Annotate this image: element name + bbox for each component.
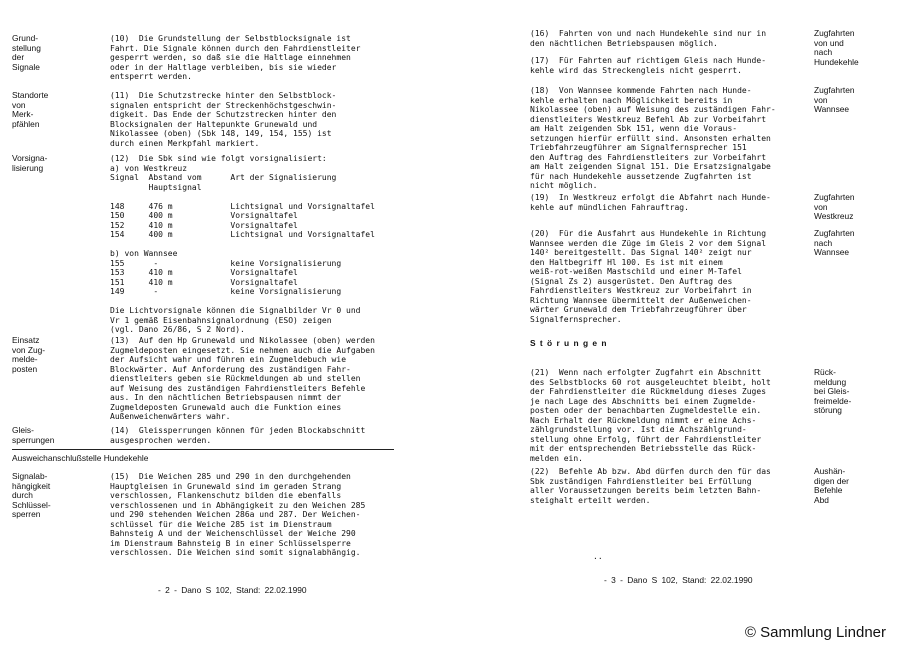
margin-title-hundekehle: Zugfahrten von und nach Hundekehle [814,28,859,67]
margin-title-von-wannsee: Zugfahrten von Wannsee [814,85,855,115]
margin-title-rueckmeldung: Rück- meldung bei Gleis- freimelde- störung [814,367,852,416]
paragraph-16: (16) Fahrten von und nach Hundekehle sind nur in den nächtlichen Betriebspausen möglich. [530,29,767,48]
margin-title-von-westkreuz: Zugfahrten von Westkreuz [814,192,855,222]
stray-mark: .. [593,552,603,561]
margin-title-nach-wannsee: Zugfahrten nach Wannsee [814,228,855,258]
paragraph-19: (19) In Westkreuz erfolgt die Abfahrt nach Hunde- kehle auf mündlichen Fahrauftrag. [530,193,771,212]
section-title-stoerungen: S t ö r u n g e n [530,338,608,348]
paragraph-20: (20) Für die Ausfahrt aus Hundekehle in Richtung Wannsee werden die Züge im Gleis 2 vor dem Signal 140² bereitgestellt. Das Signal 140² zeigt nur den Haltbegriff Hl 100. Es ist mit einem weiß-rot-weißen Mastschild und einer M-Tafel (Signal Zs 2) ausgerüstet. Den Auftrag des Fahrdienstleiters Westkreuz zur Vorbeifahrt in Richtung Wannsee übermittelt der Außenweichen- wärter Grunewald dem Triebfahrzeugführer über Signalfernsprecher. [530,229,767,324]
section-title-hundekehle: Ausweichanschlußstelle Hundekehle [12,453,149,463]
page-footer-2: - 2 - Dano S 102, Stand: 22.02.1990 [158,585,307,595]
margin-title-befehle-abd: Aushän- digen der Befehle Abd [814,466,849,505]
copyright-credit: © Sammlung Lindner [744,624,886,641]
paragraph-10: (10) Die Grundstellung der Selbstblocksignale ist Fahrt. Die Signale können durch den Fahrdienstleiter gesperrt werden, so daß sie die Haltlage einnehmen oder in der Haltlage verbleiben, bis sie wieder entsperrt werden. [110,34,361,81]
margin-title-grundstellung: Grund- stellung der Signale [12,33,41,72]
margin-title-vorsignalisierung: Vorsigna- lisierung [12,153,48,173]
paragraph-21: (21) Wenn nach erfolgter Zugfahrt ein Abschnitt des Selbstblocks 60 rot ausgeleuchtet bleibt, holt der Fahrdienstleiter die Rückmeldung dieses Zuges je nach Lage des Abschnitts bei einem Zugmelde- posten oder der benachbarten Zugmeldestelle ein. Nach Erhalt der Rückmeldung nimmt er eine Achs- zählgrundstellung vor. Ist die Achszählgrund- stellung ohne Erfolg, führt der Fahrdienstleiter mit der entsprechenden Betriebsstelle das Rück- melden ein. [530,368,771,463]
margin-title-gleissperrungen: Gleis- sperrungen [12,425,55,445]
paragraph-12: (12) Die Sbk sind wie folgt vorsignalisiert: a) von Westkreuz Signal Abstand vom Art der Signalisierung Hauptsignal 148 476 m Lichtsignal und Vorsignaltafel 150 400 m Vorsignaltafel 152 410 m Vorsignaltafel 154 400 m Lichtsignal und Vorsignaltafel b) von Wannsee 155 - keine Vorsignalisierung 153 410 m Vorsignaltafel 151 410 m Vorsignaltafel 149 - keine Vorsignalisierung Die Lichtvorsignale können die Signalbilder Vr 0 und Vr 1 gemäß Eisenbahnsignalordnung (ESO) zeigen (vgl. Dano 26/86, S 2 Nord). [110,154,375,334]
margin-title-merkpfaehle: Standorte von Merk- pfählen [12,90,49,129]
paragraph-13: (13) Auf den Hp Grunewald und Nikolassee (oben) werden Zugmeldeposten eingesetzt. Sie nehmen auch die Aufgaben der Aufsicht wahr und führen ein Zugmeldebuch wie Blockwärter. Auf Anforderung des zuständigen Fahr- dienstleiters geben sie Rückmeldungen ab und stellen auf Weisung des zuständigen Fahrdienstleiters Befehle aus. In den nächtlichen Betriebspausen nimmt der Zugmeldeposten Grunewald auch die Funktion eines Außenweichenwärters wahr. [110,336,375,421]
margin-title-zugmeldeposten: Einsatz von Zug- melde- posten [12,335,46,374]
right-page [452,0,900,654]
paragraph-15: (15) Die Weichen 285 und 290 in den durchgehenden Hauptgleisen in Grunewald sind im geraden Strang verschlossen, Flankenschutz bilden die ebenfalls verschlossenen und in Abhängigkeit zu den Weichen 285 und 290 stehenden Weichen 286a und 287. Der Weichen- schlüssel für die Weiche 285 ist im Dienstraum Bahnsteig A und der Weichenschlüssel der Weiche 290 im Dienstraum Bahnsteig B in einer Schlüsselsperre verschlossen. Die Weichen sind somit signalabhängig. [110,472,366,557]
paragraph-11: (11) Die Schutzstrecke hinter den Selbstblock- signalen entspricht der Streckenhöchstgeschwin- digkeit. Das Ende der Schutzstrecken hinter den Blocksignalen der Haltepunkte Grunewald und Nikolassee (oben) (Sbk 148, 149, 154, 155) ist durch einen Merkpfahl markiert. [110,91,337,148]
paragraph-18: (18) Von Wannsee kommende Fahrten nach Hunde- kehle erhalten nach Möglichkeit bereits in Nikolassee (oben) auf Weisung des zuständigen Fahr- dienstleiters Westkreuz Befehl Ab zur Vorbeifahrt am Halt zeigenden Sbk 151, wenn die Voraus- setzungen hierfür erfüllt sind. Ansonsten erhalten Triebfahrzeugführer am Signalfernsprecher 151 den Auftrag des Fahrdienstleiters zur Vorbeifahrt am Halt zeigenden Signal 151. Die Ersatzsignalgabe für nach Hundekehle aussetzende Zugfahrten ist nicht möglich. [530,86,776,190]
section-divider [12,449,394,450]
paragraph-14: (14) Gleissperrungen können für jeden Blockabschnitt ausgesprochen werden. [110,426,366,445]
margin-title-schluesselsperren: Signalab- hängigkeit durch Schlüssel- sperren [12,471,51,520]
paragraph-22: (22) Befehle Ab bzw. Abd dürfen durch den für das Sbk zuständigen Fahrdienstleiter bei Erfüllung aller Voraussetzungen bereits beim letzten Bahn- steighalt erteilt werden. [530,467,771,505]
page-footer-3: - 3 - Dano S 102, Stand: 22.02.1990 [604,575,753,585]
paragraph-17: (17) Für Fahrten auf richtigem Gleis nach Hunde- kehle wird das Streckengleis nicht gesperrt. [530,56,767,75]
